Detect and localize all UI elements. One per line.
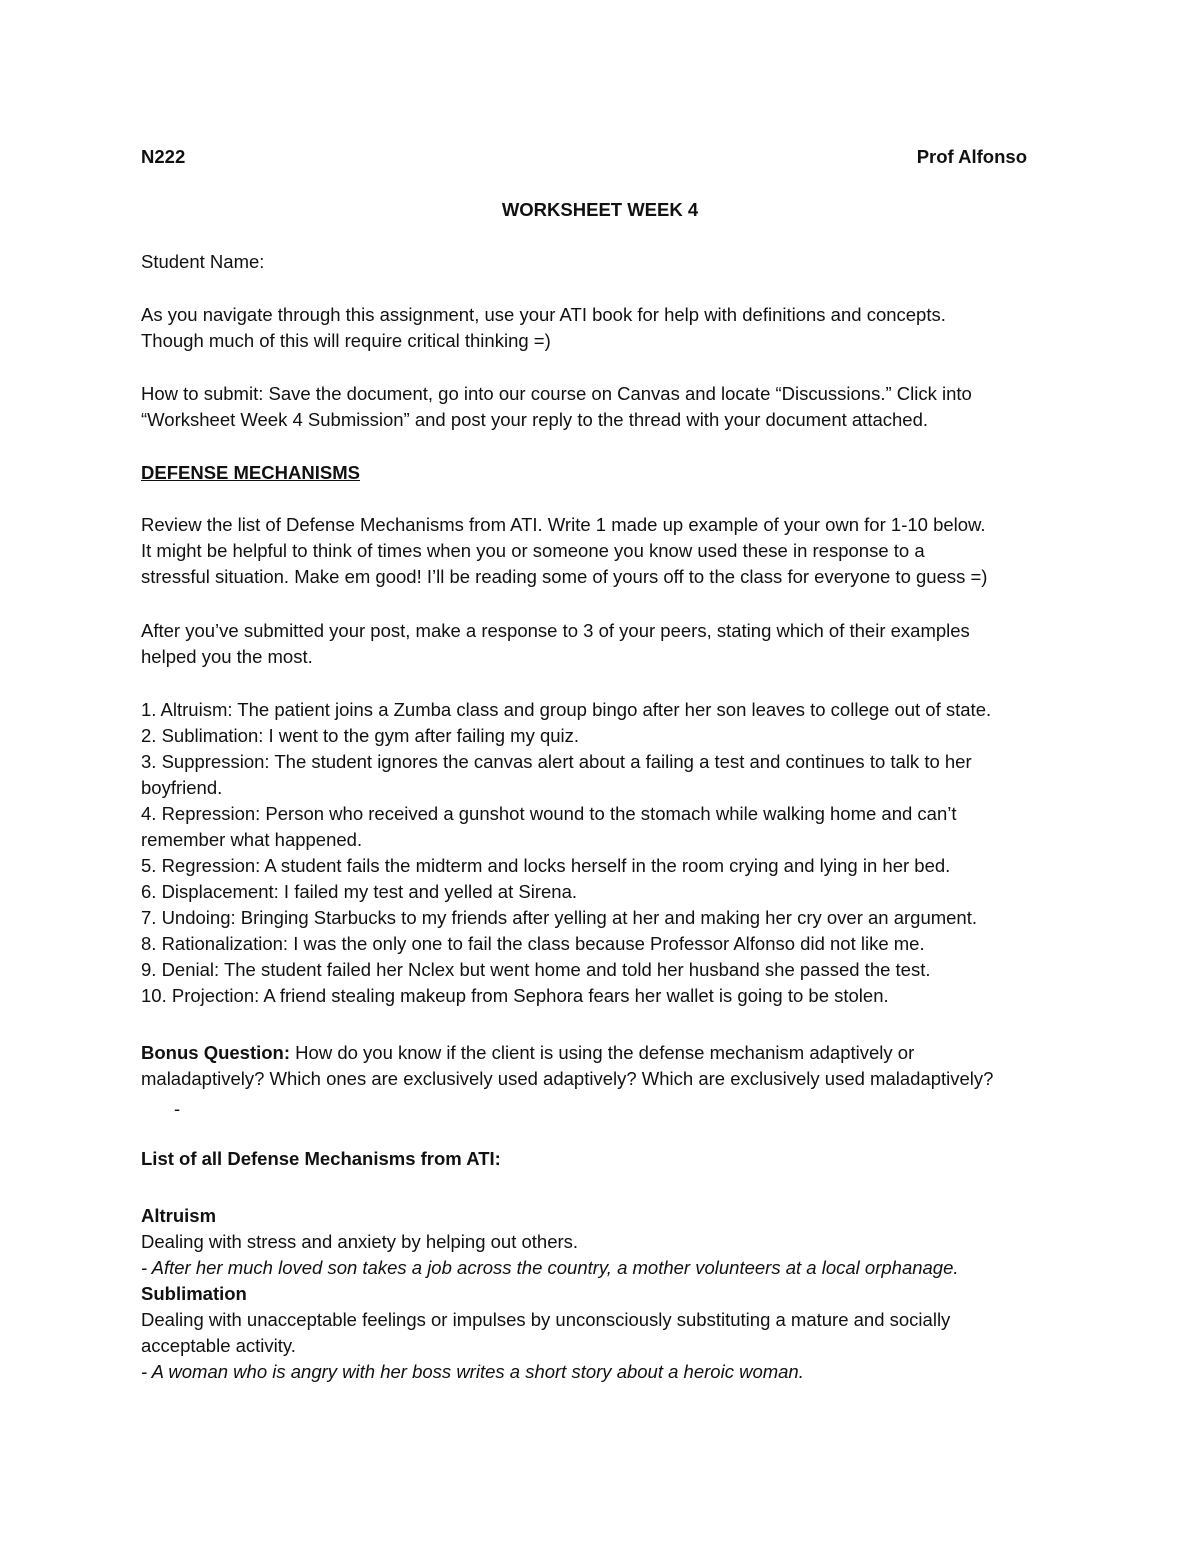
list-item: 2. Sublimation: I went to the gym after failing my quiz.: [141, 725, 580, 746]
term-definition: Dealing with unacceptable feelings or impulses by unconsciously substituting a mature and socially: [141, 1309, 951, 1330]
intro-line: Though much of this will require critical thinking =): [141, 330, 551, 351]
intro-line: As you navigate through this assignment, use your ATI book for help with definitions and concepts.: [141, 304, 946, 325]
list-item: 6. Displacement: I failed my test and yelled at Sirena.: [141, 881, 577, 902]
bonus-question: [141, 1040, 1061, 1092]
list-item: 10. Projection: A friend stealing makeup from Sephora fears her wallet is going to be stolen.: [141, 985, 889, 1006]
examples-list: [141, 697, 1061, 1009]
term-definition: acceptable activity.: [141, 1335, 296, 1356]
term-example: - A woman who is angry with her boss writes a short story about a heroic woman.: [141, 1361, 804, 1382]
review-line: Review the list of Defense Mechanisms from ATI. Write 1 made up example of your own for 1-10 below.: [141, 514, 986, 535]
submit-line: How to submit: Save the document, go into our course on Canvas and locate “Discussions.” Click into: [141, 383, 972, 404]
review-paragraph: [141, 512, 1061, 590]
bonus-line: maladaptively? Which ones are exclusively used adaptively? Which are exclusively used maladaptively?: [141, 1068, 994, 1089]
section-heading: DEFENSE MECHANISMS: [141, 462, 360, 483]
professor-name: Prof Alfonso: [916, 146, 1027, 167]
list-item: remember what happened.: [141, 829, 363, 850]
after-line: After you’ve submitted your post, make a response to 3 of your peers, stating which of their examples: [141, 620, 970, 641]
intro-paragraph: [141, 302, 1061, 354]
term-heading: Sublimation: [141, 1283, 247, 1304]
list-item: 7. Undoing: Bringing Starbucks to my friends after yelling at her and making her cry over an argument.: [141, 907, 978, 928]
list-item: 4. Repression: Person who received a gunshot wound to the stomach while walking home and can’t: [141, 803, 957, 824]
term-heading: Altruism: [141, 1205, 217, 1226]
list-item: 9. Denial: The student failed her Nclex but went home and told her husband she passed the test.: [141, 959, 931, 980]
student-name-label: Student Name:: [141, 251, 265, 272]
bonus-line: [141, 1040, 1061, 1066]
document-header: [141, 144, 1027, 170]
after-paragraph: [141, 618, 1061, 670]
after-line: helped you the most.: [141, 646, 313, 667]
review-line: It might be helpful to think of times when you or someone you know used these in response to a: [141, 540, 925, 561]
bonus-label: Bonus Question:: [141, 1042, 291, 1063]
term-example: - After her much loved son takes a job across the country, a mother volunteers at a local orphanage.: [141, 1257, 959, 1278]
worksheet-title: WORKSHEET WEEK 4: [501, 199, 699, 220]
list-item: boyfriend.: [141, 777, 223, 798]
course-code: N222: [141, 146, 186, 167]
term-definition: Dealing with stress and anxiety by helping out others.: [141, 1231, 579, 1252]
list-item: 5. Regression: A student fails the midterm and locks herself in the room crying and lying in her bed.: [141, 855, 951, 876]
list-item: 1. Altruism: The patient joins a Zumba class and group bingo after her son leaves to college out of state.: [141, 699, 992, 720]
submit-paragraph: [141, 381, 1061, 433]
list-item: 3. Suppression: The student ignores the canvas alert about a failing a test and continues to talk to her: [141, 751, 972, 772]
answer-dash: -: [174, 1098, 181, 1119]
list-item: 8. Rationalization: I was the only one to fail the class because Professor Alfonso did not like me.: [141, 933, 925, 954]
review-line: stressful situation. Make em good! I’ll be reading some of yours off to the class for everyone to guess =): [141, 566, 988, 587]
definitions-list: [141, 1203, 1061, 1385]
submit-line: “Worksheet Week 4 Submission” and post your reply to the thread with your document attached.: [141, 409, 928, 430]
list-heading: List of all Defense Mechanisms from ATI:: [141, 1148, 501, 1169]
bonus-text: How do you know if the client is using the defense mechanism adaptively or: [290, 1042, 915, 1063]
